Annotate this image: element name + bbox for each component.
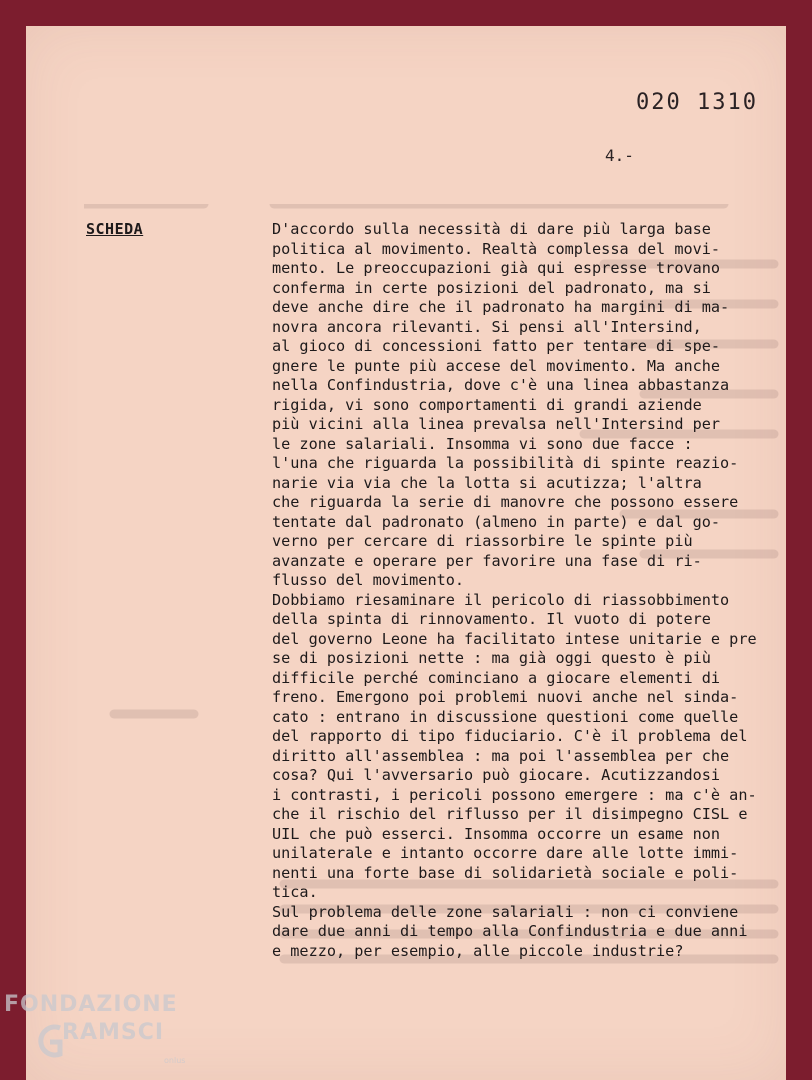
text-line: cato : entrano in discussione questioni come quelle: [272, 707, 739, 726]
text-line: gnere le punte più accese del movimento. Ma anche: [272, 356, 721, 375]
text-line: difficile perché cominciano a giocare elementi di: [272, 668, 721, 687]
text-line: UIL che può esserci. Insomma occorre un esame non: [272, 824, 721, 843]
watermark-line-2: RAMSCI: [62, 1020, 165, 1045]
text-line: cosa? Qui l'avversario può giocare. Acutizzandosi: [272, 766, 721, 784]
text-line: mento. Le preoccupazioni già qui espresse trovano: [272, 259, 721, 277]
text-line: politica al movimento. Realtà complessa del movi-: [272, 239, 721, 258]
text-line: diritto all'assemblea : ma poi l'assemblea per che: [272, 746, 730, 765]
text-line: rigida, vi sono comportamenti di grandi aziende: [272, 395, 702, 414]
text-line: Sul problema delle zone salariali : non ci conviene: [272, 902, 739, 921]
text-line: D'accordo sulla necessità di dare più larga base: [272, 220, 711, 238]
section-label: SCHEDA: [86, 220, 144, 238]
text-line: della spinta di rinnovamento. Il vuoto di potere: [272, 610, 711, 628]
text-line: che il rischio del riflusso per il disimpegno CISL e: [272, 805, 748, 823]
text-line: conferma in certe posizioni del padronato, ma si: [272, 278, 711, 297]
text-line: nenti una forte base di solidarietà sociale e poli-: [272, 863, 739, 882]
text-line: unilaterale e intanto occorre dare alle lotte immi-: [272, 844, 739, 862]
text-line: novra ancora rilevanti. Si pensi all'Intersind,: [272, 317, 702, 336]
text-line: avanzate e operare per favorire una fase di ri-: [272, 551, 702, 570]
text-line: i contrasti, i pericoli possono emergere : ma c'è an-: [272, 785, 757, 804]
g-logo-icon: [34, 1020, 64, 1070]
text-line: flusso del movimento.: [272, 571, 465, 589]
text-line: al gioco di concessioni fatto per tentare di spe-: [272, 337, 721, 355]
text-line: dare due anni di tempo alla Confindustria e due anni: [272, 922, 748, 940]
text-line: più vicini alla linea prevalsa nell'Intersind per: [272, 415, 721, 433]
text-line: del governo Leone ha facilitato intese unitarie e pre: [272, 629, 757, 648]
text-line: Dobbiamo riesaminare il pericolo di riassobbimento: [272, 590, 730, 609]
watermark-line-3: onlus: [164, 1056, 186, 1065]
text-line: le zone salariali. Insomma vi sono due facce :: [272, 434, 693, 453]
text-line: tentate dal padronato (almeno in parte) e dal go-: [272, 512, 721, 531]
watermark-line-1: FONDAZIONE: [4, 992, 178, 1017]
text-line: freno. Emergono poi problemi nuovi anche nel sinda-: [272, 688, 739, 706]
text-line: nella Confindustria, dove c'è una linea abbastanza: [272, 376, 730, 394]
text-line: se di posizioni nette : ma già oggi questo è più: [272, 649, 711, 667]
archive-number: 020 1310: [636, 90, 758, 115]
document-page: [26, 26, 786, 1080]
text-line: deve anche dire che il padronato ha margini di ma-: [272, 298, 730, 316]
page-number: 4.-: [605, 146, 634, 165]
text-line: l'una che riguarda la possibilità di spinte reazio-: [272, 454, 739, 472]
text-line: che riguarda la serie di manovre che possono essere: [272, 493, 739, 511]
text-line: e mezzo, per esempio, alle piccole industrie?: [272, 941, 684, 960]
body-text: [272, 220, 772, 961]
text-line: narie via via che la lotta si acutizza; l'altra: [272, 473, 702, 492]
text-line: verno per cercare di riassorbire le spinte più: [272, 532, 693, 550]
text-line: del rapporto di tipo fiduciario. C'è il problema del: [272, 727, 748, 745]
text-line: tica.: [272, 883, 318, 901]
